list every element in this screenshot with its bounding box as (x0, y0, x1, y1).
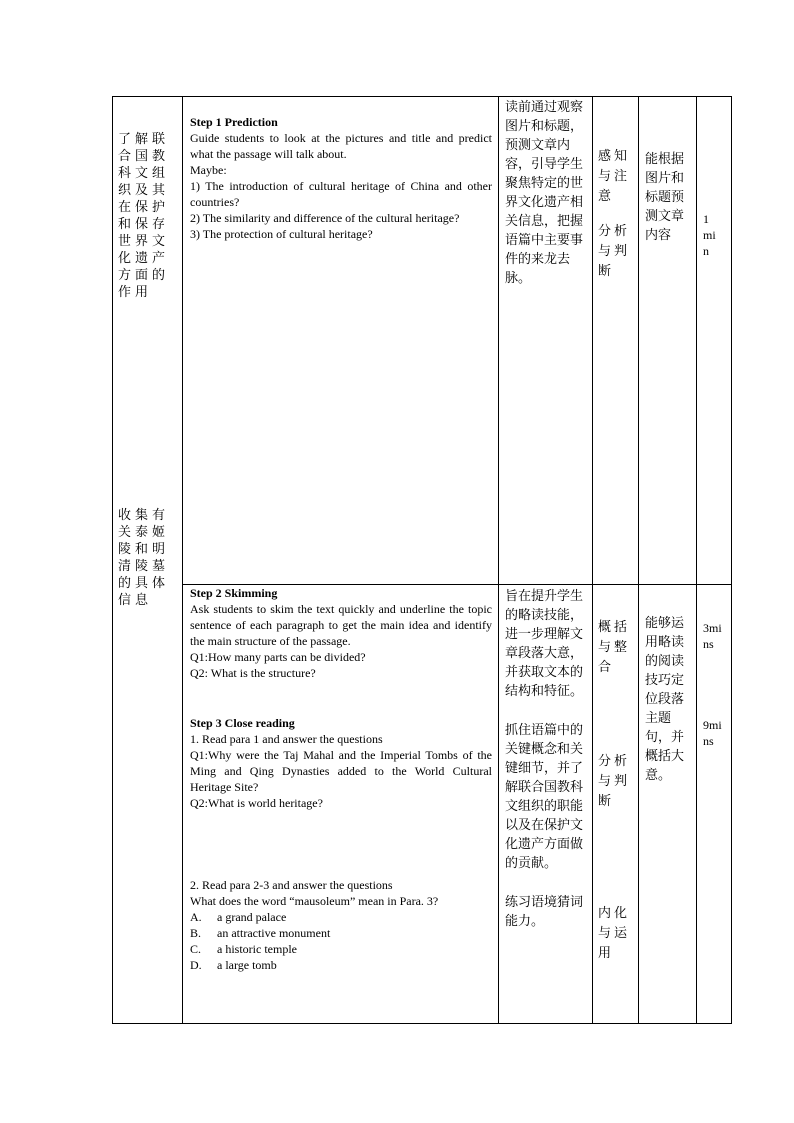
option-a: A. a grand palace (190, 910, 287, 924)
step1-question-3: 3) The protection of cultural heritage? (190, 227, 373, 241)
step2-skill-1-cell (598, 618, 634, 678)
step1-outcome: 能根据图片和标题预测文章内容 (645, 152, 685, 243)
table-divider-col4 (638, 96, 639, 1024)
table-border-right (731, 96, 732, 1024)
step3-item-2-question: What does the word “mausoleum” mean in Para. 3? (190, 894, 439, 908)
step3-question-2: Q2:What is world heritage? (190, 796, 323, 810)
step1-time: 1 min (703, 212, 716, 258)
objective-cell-2 (118, 507, 178, 609)
step3-intent-1: 抓住语篇中的关键概念和关键细节，并了解联合国教科文组织的职能以及在保护文化遗产方面做的贡献。 (505, 723, 584, 871)
objective-text-1: 了解联合国教科文组织及其在保护和保存世界文化遗产方面的作用 (118, 132, 170, 300)
table-border-top (112, 96, 732, 97)
step2-skill-1: 概括与整合 (598, 620, 631, 675)
step2-outcome: 能够运用略读的阅读技巧定位段落主题句，并概括大意。 (645, 616, 685, 783)
step1-outcome-cell (645, 150, 693, 245)
step1-skill-1: 感知与注意 (598, 149, 631, 204)
step2-intent: 旨在提升学生的略读技能，进一步理解文章段落大意，并获取文本的结构和特征。 (505, 589, 584, 699)
step1-time-cell (703, 211, 721, 259)
table-border-bottom (112, 1023, 732, 1024)
step3-item-1: 1. Read para 1 and answer the questions (190, 732, 383, 746)
step2-question-2: Q2: What is the structure? (190, 666, 316, 680)
table-divider-col5 (696, 96, 697, 1024)
step2-skill-3-cell (598, 904, 634, 964)
step3-item-2: 2. Read para 2-3 and answer the questions (190, 878, 393, 892)
step2-skill-2-cell (598, 752, 634, 812)
step2-3-intent-cell (505, 587, 587, 931)
step1-question-1: 1) The introduction of cultural heritage of China and other countries? (190, 179, 492, 209)
table-divider-col1 (182, 96, 183, 1024)
step1-title: Step 1 Prediction (190, 115, 278, 129)
step3-title: Step 3 Close reading (190, 716, 295, 730)
step1-maybe: Maybe: (190, 163, 227, 177)
option-d: D. a large tomb (190, 958, 277, 972)
step1-intent: 读前通过观察图片和标题，预测文章内容，引导学生聚焦特定的世界文化遗产相关信息，把握语篇中主要事件的来龙去脉。 (505, 100, 584, 286)
step2-skill-2: 分析与判断 (598, 754, 631, 809)
step2-time-1: 3mins (703, 621, 722, 651)
step1-skill-cell (598, 147, 634, 282)
step2-skill-3: 内化与运用 (598, 906, 631, 961)
step1-activity-cell (190, 114, 492, 242)
option-b: B. an attractive monument (190, 926, 331, 940)
step1-skill-2: 分析与判断 (598, 224, 631, 279)
objective-cell-1 (118, 131, 178, 301)
step2-title: Step 2 Skimming (190, 586, 278, 600)
step3-question-1: Q1:Why were the Taj Mahal and the Imperial Tombs of the Ming and Qing Dynasties added to the World Cultural Heritage Site? (190, 748, 492, 794)
step1-instruction: Guide students to look at the pictures and title and predict what the passage will talk about. (190, 131, 492, 161)
step2-time-cell-1 (703, 620, 725, 652)
objective-text-2: 收集有关泰姬陵和明清陵墓的具体信息 (118, 508, 170, 608)
step2-3-activity-cell (190, 585, 492, 973)
option-c: C. a historic temple (190, 942, 297, 956)
step1-question-2: 2) The similarity and difference of the cultural heritage? (190, 211, 460, 225)
step2-time-cell-2 (703, 717, 725, 749)
step2-question-1: Q1:How many parts can be divided? (190, 650, 366, 664)
step2-time-2: 9mins (703, 718, 722, 748)
step2-outcome-cell (645, 614, 693, 785)
step2-instruction: Ask students to skim the text quickly and underline the topic sentence of each paragraph to get the main idea and identify the main structure of the passage. (190, 602, 492, 648)
step3-intent-2: 练习语境猜词能力。 (505, 895, 584, 929)
table-border-left (112, 96, 113, 1024)
table-divider-col3 (592, 96, 593, 1024)
step1-intent-cell (505, 98, 587, 288)
table-divider-col2 (498, 96, 499, 1024)
